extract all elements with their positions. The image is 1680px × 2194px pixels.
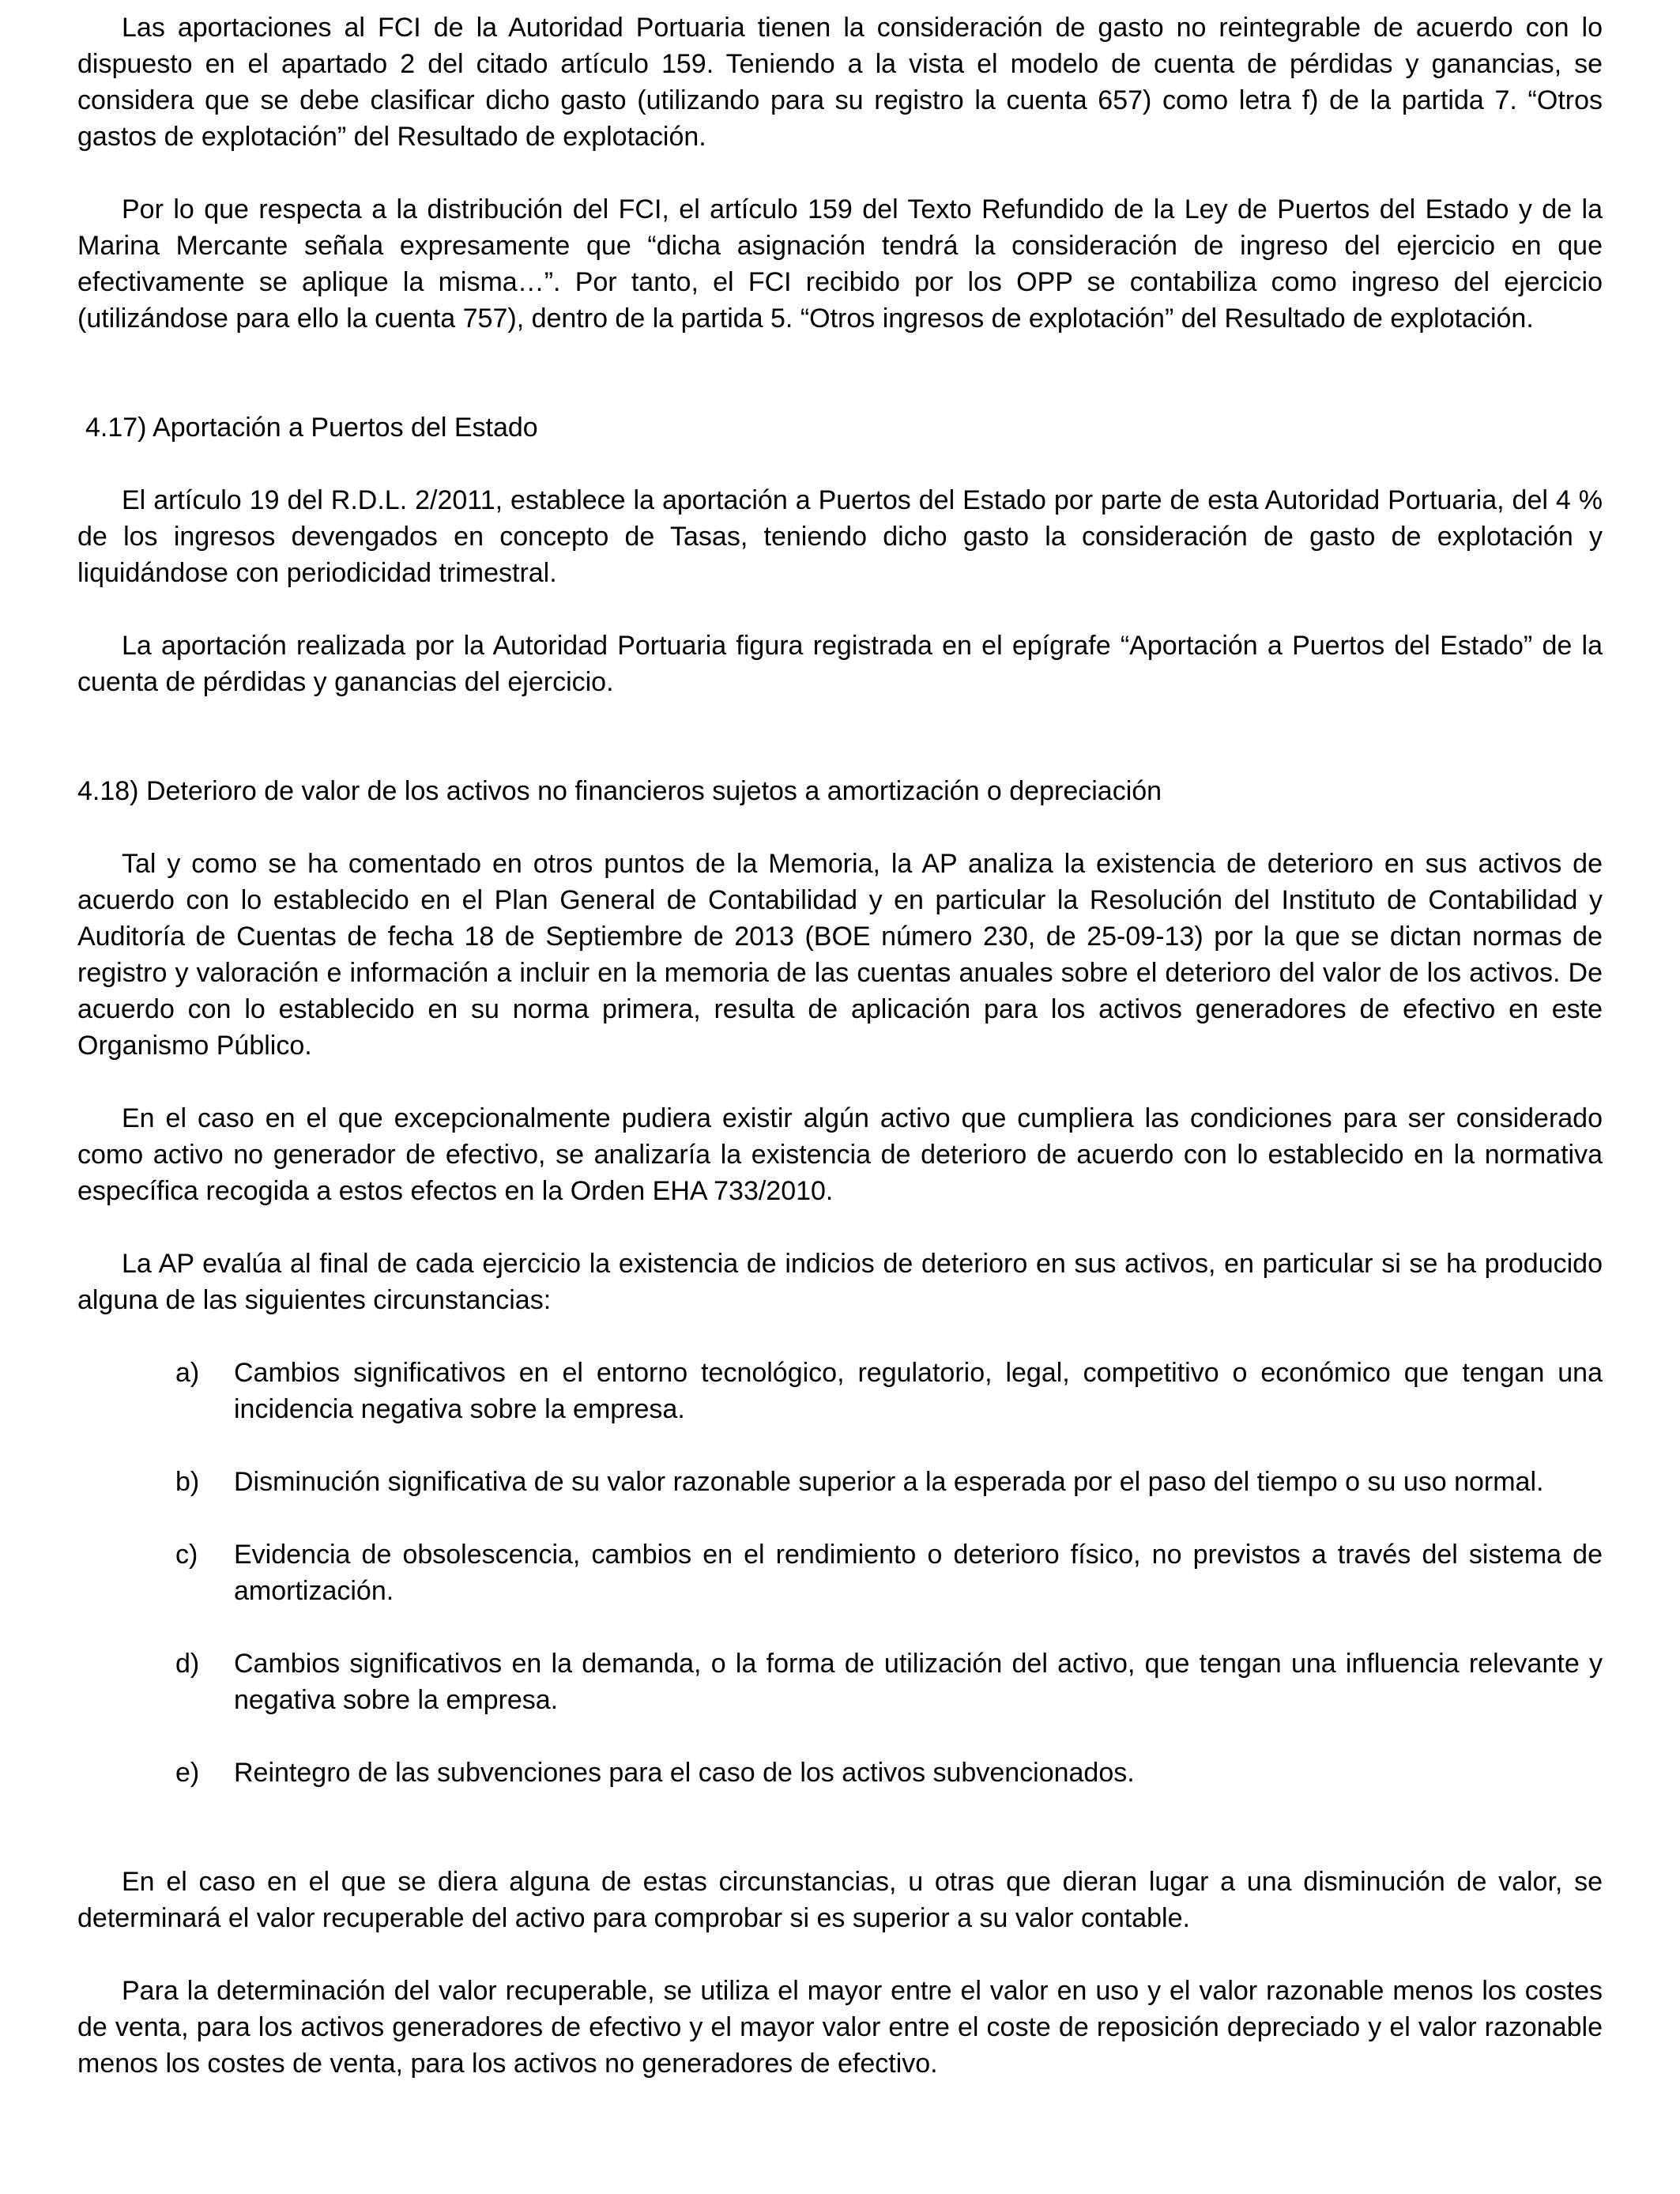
section-spacer (77, 373, 1603, 409)
paragraph-aportacion-registro: La aportación realizada por la Autoridad Portuaria figura registrada en el epígrafe “Aportación a Puertos del Estado” de la cuenta de pérdidas y ganancias del ejercicio. (77, 631, 1603, 697)
list-item (77, 1646, 1603, 1718)
paragraph-fci-distribucion: Por lo que respecta a la distribución del FCI, el artículo 159 del Texto Refundido de la Ley de Puertos del Estado y de la Marina Mercante señala expresamente que “dicha asignación tendrá la consideración de ingreso del ejercicio en que efectivamente se aplique la misma…”. Por tanto, el FCI recibido por los OPP se contabiliza como ingreso del ejercicio (utilizándose para ello la cuenta 757), dentro de la partida 5. “Otros ingresos de explotación” del Resultado de explotación. (77, 194, 1603, 334)
list-marker: e) (175, 1758, 200, 1788)
list-item-text: Disminución significativa de su valor razonable superior a la esperada por el paso del tiempo o su uso normal. (234, 1467, 1544, 1497)
list-item-text: Evidencia de obsolescencia, cambios en el rendimiento o deterioro físico, no previstos a través del sistema de amortización. (234, 1540, 1603, 1606)
list-item-text: Cambios significativos en la demanda, o la forma de utilización del activo, que tengan una influencia relevante y negativa sobre la empresa. (234, 1649, 1603, 1715)
paragraph-deterioro-indicios: La AP evalúa al final de cada ejercicio la existencia de indicios de deterioro en sus activos, en particular si se ha producido alguna de las siguientes circunstancias: (77, 1249, 1603, 1315)
circumstances-list (77, 1355, 1603, 1791)
list-item (77, 1536, 1603, 1609)
list-item-text: Cambios significativos en el entorno tecnológico, regulatorio, legal, competitivo o económico que tengan una incidencia negativa sobre la empresa. (234, 1358, 1603, 1424)
paragraph-aportacion-rdl: El artículo 19 del R.D.L. 2/2011, establece la aportación a Puertos del Estado por parte de esta Autoridad Portuaria, del 4 % de los ingresos devengados en concepto de Tasas, teniendo dicho gasto la consideración de gasto de explotación y liquidándose con periodicidad trimestral. (77, 485, 1603, 588)
list-item-text: Reintegro de las subvenciones para el caso de los activos subvencionados. (234, 1758, 1135, 1788)
paragraph-determinacion-valor: Para la determinación del valor recuperable, se utiliza el mayor entre el valor en uso y el valor razonable menos los costes de venta, para los activos generadores de efectivo y el mayor valor entre el coste de reposición depreciado y el valor razonable menos los costes de venta, para los activos no generadores de efectivo. (77, 1976, 1603, 2079)
section-heading-4-18: 4.18) Deterioro de valor de los activos no financieros sujetos a amortización o depreciación (77, 776, 1162, 806)
list-item (77, 1464, 1603, 1500)
list-item (77, 1755, 1603, 1791)
section-heading-4-17: 4.17) Aportación a Puertos del Estado (85, 413, 538, 443)
list-item (77, 1355, 1603, 1427)
paragraph-deterioro-analisis: Tal y como se ha comentado en otros puntos de la Memoria, la AP analiza la existencia de deterioro en sus activos de acuerdo con lo establecido en el Plan General de Contabilidad y en particular la Resolución del Instituto de Contabilidad y Auditoría de Cuentas de fecha 18 de Septiembre de 2013 (BOE número 230, de 25-09-13) por la que se dictan normas de registro y valoración e información a incluir en la memoria de las cuentas anuales sobre el deterioro del valor de los activos. De acuerdo con lo establecido en su norma primera, resulta de aplicación para los activos generadores de efectivo en este Organismo Público. (77, 849, 1603, 1061)
section-spacer (77, 1827, 1603, 1864)
list-marker: b) (175, 1467, 200, 1497)
list-marker: c) (175, 1540, 198, 1570)
paragraph-valor-recuperable: En el caso en el que se diera alguna de estas circunstancias, u otras que dieran lugar a una disminución de valor, se determinará el valor recuperable del activo para comprobar si es superior a su valor contable. (77, 1867, 1603, 1933)
section-spacer (77, 737, 1603, 773)
list-marker: a) (175, 1358, 200, 1388)
paragraph-fci-aportaciones: Las aportaciones al FCI de la Autoridad Portuaria tienen la consideración de gasto no reintegrable de acuerdo con lo dispuesto en el apartado 2 del citado artículo 159. Teniendo a la vista el modelo de cuenta de pérdidas y ganancias, se considera que se debe clasificar dicho gasto (utilizando para su registro la cuenta 657) como letra f) de la partida 7. “Otros gastos de explotación” del Resultado de explotación. (77, 13, 1603, 152)
list-marker: d) (175, 1649, 200, 1679)
paragraph-deterioro-no-generador: En el caso en el que excepcionalmente pudiera existir algún activo que cumpliera las condiciones para ser considerado como activo no generador de efectivo, se analizaría la existencia de deterioro de acuerdo con lo establecido en la normativa específica recogida a estos efectos en la Orden EHA 733/2010. (77, 1103, 1603, 1206)
